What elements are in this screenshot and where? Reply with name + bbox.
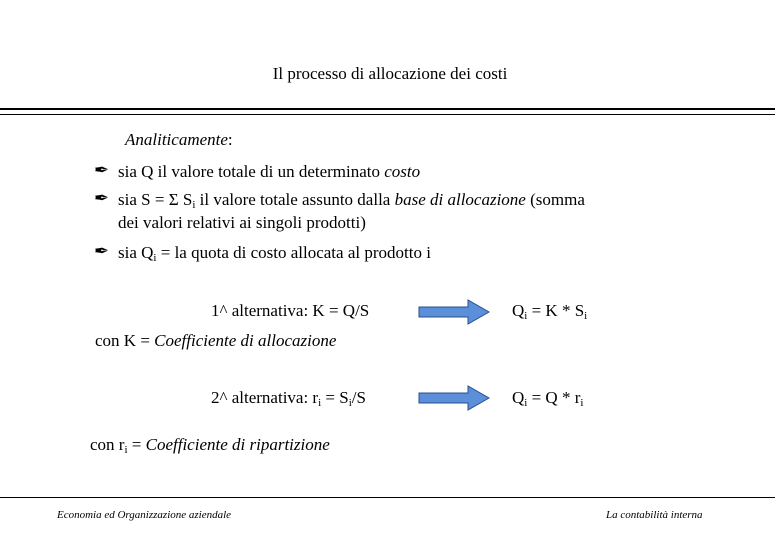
intro-text: Analiticamente	[125, 130, 228, 149]
alt1-note-italic: Coefficiente di allocazione	[154, 331, 337, 350]
footer-right: La contabilità interna	[606, 509, 703, 521]
alt2-result-sub: i	[524, 397, 528, 409]
title-divider-thick	[0, 108, 775, 110]
bullet-3-post: = la quota di costo allocata al prodotto i	[156, 243, 431, 262]
bullet-2-italic: base di allocazione	[394, 190, 526, 209]
bullet-3-pre: sia Q	[118, 243, 154, 262]
bullet-2-pre: sia S =	[118, 190, 169, 209]
right-arrow-icon	[418, 385, 490, 411]
intro-line	[125, 130, 233, 150]
sigma-symbol: Σ	[168, 190, 179, 209]
bullet-1-italic: costo	[384, 162, 421, 181]
alt1-result-sub2: i	[584, 310, 588, 322]
alt2-label-sub: i	[318, 397, 322, 409]
right-arrow-icon	[418, 299, 490, 325]
bullet-2-continuation: dei valori relativi ai singoli prodotti)	[118, 213, 366, 232]
alt2-label-sub2: i	[348, 397, 352, 409]
alt2-label	[211, 388, 366, 408]
bullet-2	[118, 190, 585, 210]
alt2-label-mid: = S	[321, 388, 349, 407]
alt2-note-sub: i	[124, 444, 128, 456]
bullet-1	[118, 162, 420, 182]
alt2-note-italic: Coefficiente di ripartizione	[145, 435, 330, 454]
alt2-result-mid: = Q * r	[527, 388, 581, 407]
alt1-result	[512, 301, 587, 321]
alt2-note-mid: =	[127, 435, 146, 454]
alt1-result-mid: = K * S	[527, 301, 585, 320]
bullet-3-sub: i	[153, 252, 157, 264]
footer-left: Economia ed Organizzazione aziendale	[57, 509, 232, 521]
alt1-result-q: Q	[512, 301, 525, 320]
alt2-label-pre: 2^ alternativa: r	[211, 388, 319, 407]
bullet-3	[118, 243, 431, 263]
bullet-2-s: S	[178, 190, 193, 209]
bullet-1-text: sia Q il valore totale di un determinato	[118, 162, 385, 181]
pen-nib-icon: ✒	[94, 241, 110, 262]
bullet-2-sub: i	[192, 199, 196, 211]
alt2-note	[90, 435, 330, 455]
alt2-result-q: Q	[512, 388, 525, 407]
pen-nib-icon: ✒	[94, 188, 110, 209]
intro-colon: :	[227, 130, 233, 149]
alt1-label: 1^ alternativa: K = Q/S	[211, 301, 370, 320]
page-title: Il processo di allocazione dei costi	[272, 64, 508, 83]
alt1-note-pre: con K =	[95, 331, 155, 350]
bullet-2-post: il valore totale assunto dalla	[195, 190, 395, 209]
alt2-label-post: /S	[351, 388, 366, 407]
alt2-result	[512, 388, 583, 408]
alt1-note	[95, 331, 336, 351]
alt2-result-sub2: i	[580, 397, 584, 409]
title-divider-thin	[0, 114, 775, 115]
bullet-2-tail: (somma	[525, 190, 585, 209]
pen-nib-icon: ✒	[94, 160, 110, 181]
alt1-result-sub: i	[524, 310, 528, 322]
footer-divider	[0, 497, 775, 498]
alt2-note-pre: con r	[90, 435, 125, 454]
